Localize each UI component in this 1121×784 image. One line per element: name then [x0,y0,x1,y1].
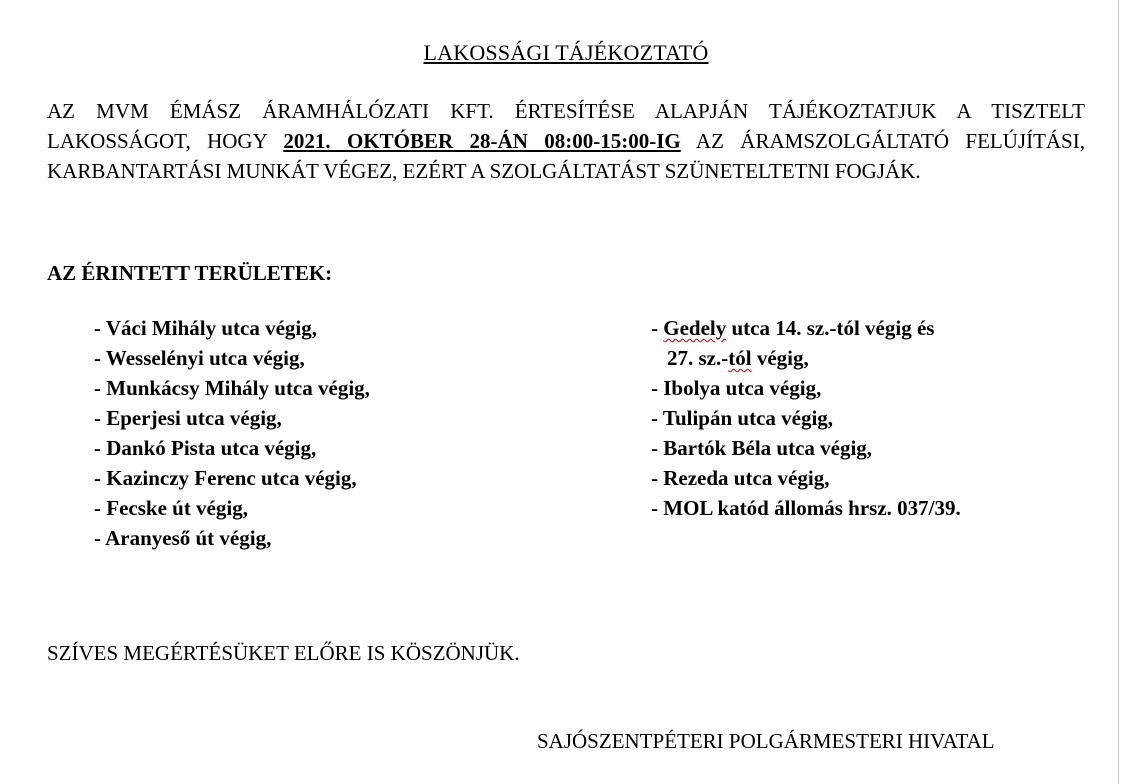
intro-text-part2: AZ ÁRAMSZOLGÁLTATÓ FELÚJÍTÁSI, KARBANTARTÁSI MUNKÁT VÉGEZ, EZÉRT A SZOLGÁLTATÁST SZÜNETELTETNI FOGJÁK. [47,129,1085,183]
page-edge-divider [1118,0,1119,784]
outage-date: 2021. OKTÓBER 28-ÁN 08:00-15:00-IG [283,129,681,153]
intro-paragraph [47,96,1085,186]
gedely-dash: - [651,316,664,340]
list-item: - Aranyeső út végig, [94,526,272,550]
street-list-right [651,313,961,523]
gedely-cont-2: tól [728,346,752,370]
list-item: - Váci Mihály utca végig, [94,316,318,340]
list-item: - Tulipán utca végig, [651,406,834,430]
list-item: - Rezeda utca végig, [651,466,830,490]
list-item: - Wesselényi utca végig, [94,346,305,370]
document-title: LAKOSSÁGI TÁJÉKOZTATÓ [423,40,709,65]
list-item: - Fecske út végig, [94,496,248,520]
gedely-rest: utca 14. sz.-tól végig és [726,316,935,340]
list-item: - Dankó Pista utca végig, [94,436,317,460]
list-item-gedely [651,313,961,343]
list-item: - Eperjesi utca végig, [94,406,282,430]
list-item: - Ibolya utca végig, [651,376,822,400]
list-item: - MOL katód állomás hrsz. 037/39. [651,496,961,520]
intro-text-part1: AZ MVM ÉMÁSZ ÁRAMHÁLÓZATI KFT. ÉRTESÍTÉSE ALAPJÁN TÁJÉKOZTATJUK A TISZTELT LAKOSSÁGOT, HOGY [47,99,1085,153]
street-list-left [94,313,370,553]
signature-office: SAJÓSZENTPÉTERI POLGÁRMESTERI HIVATAL [537,729,995,753]
gedely-cont-3: végig, [751,346,809,370]
closing-sentence: SZÍVES MEGÉRTÉSÜKET ELŐRE IS KÖSZÖNJÜK. [47,641,520,665]
list-item: - Bartók Béla utca végig, [651,436,873,460]
list-item: - Munkácsy Mihály utca végig, [94,376,370,400]
gedely-cont-1: 27. sz.- [667,346,729,370]
affected-areas-heading: AZ ÉRINTETT TERÜLETEK: [47,261,333,285]
list-item-gedely-continuation [651,343,961,373]
gedely-name: Gedely [663,316,727,340]
list-item: - Kazinczy Ferenc utca végig, [94,466,357,490]
